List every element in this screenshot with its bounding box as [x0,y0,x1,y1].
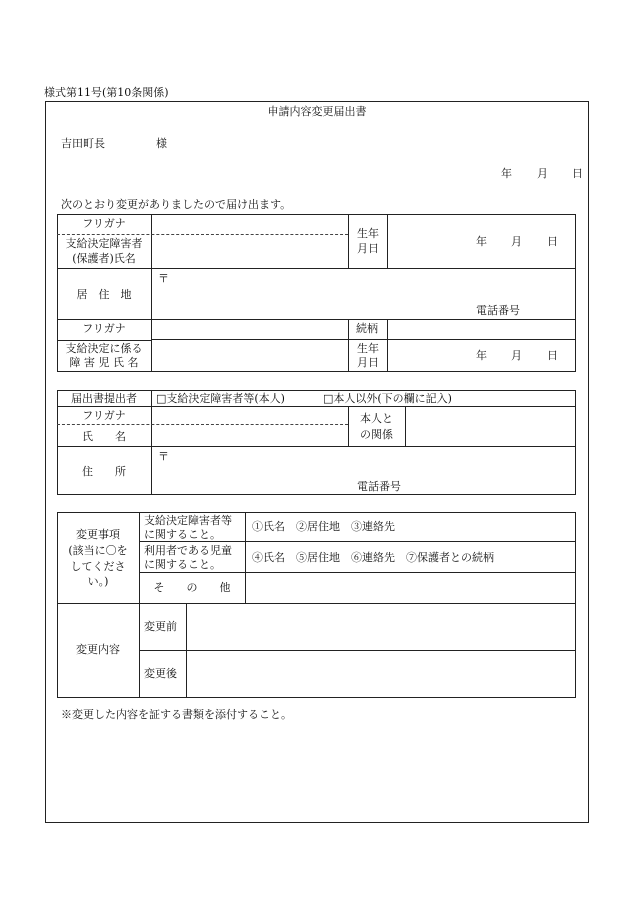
residence-phone-label: 電話番号 [476,304,520,317]
intro-text: 次のとおり変更がありましたので届け出ます。 [61,198,292,211]
child-name-label-1: 支給決定に係る [65,342,143,355]
child-name-label-2: 障 害 児 氏 名 [69,356,139,369]
change-items-label-2: (該当に〇を [68,544,128,557]
change-items-label-4: い。) [87,575,109,588]
relation-label: 続柄 [356,322,378,335]
child-birth-label-2: 月日 [357,356,379,369]
date-year: 年 [501,167,512,180]
submitter-option-self[interactable]: □支給決定障害者等(本人) [156,392,285,405]
change-items-label-3: してくださ [70,560,126,573]
row1-options[interactable]: ①氏名 ②居住地 ③連絡先 [252,520,395,533]
form-title: 申請内容変更届出書 [267,105,367,118]
row1-label-2: に関すること。 [144,528,221,541]
recipient-name-label-2: (保護者)氏名 [72,252,136,265]
submitter-postal-mark: 〒 [158,450,169,463]
birth-label-2: 月日 [357,242,379,255]
residence-postal-mark: 〒 [158,272,169,285]
addressee-mayor: 吉田町長 [61,137,105,150]
submitter-label: 届出書提出者 [71,392,137,405]
date-month: 月 [537,167,548,180]
child-birth-label-1: 生年 [357,342,379,355]
submitter-phone-label: 電話番号 [357,480,401,493]
relationship-label-1: 本人と [360,412,393,425]
child-birth-day: 日 [547,349,558,362]
child-furigana-label: フリガナ [82,322,126,335]
child-birth-year: 年 [476,349,487,362]
submitter-address-label: 住 所 [82,465,126,478]
row2-label-1: 利用者である児童 [144,544,232,557]
form-number: 様式第11号(第10条関係) [44,86,169,99]
child-birth-month: 月 [511,349,522,362]
birth-label-1: 生年 [357,227,379,240]
attachment-note: ※変更した内容を証する書類を添付すること。 [61,708,292,721]
change-items-label-1: 変更事項 [76,528,120,541]
row2-label-2: に関すること。 [144,558,221,571]
submitter-option-other[interactable]: □本人以外(下の欄に記入) [323,392,452,405]
birth-day: 日 [547,235,558,248]
recipient-name-label-1: 支給決定障害者 [65,237,143,250]
submitter-furigana-label: フリガナ [82,409,126,422]
submitter-name-label: 氏 名 [82,430,126,443]
before-change-label: 変更前 [144,620,177,633]
row2-options[interactable]: ④氏名 ⑤居住地 ⑥連絡先 ⑦保護者との続柄 [252,551,494,564]
residence-label: 居 住 地 [76,288,132,301]
birth-month: 月 [511,235,522,248]
after-change-label: 変更後 [144,667,177,680]
relationship-label-2: の関係 [360,428,393,441]
birth-year: 年 [476,235,487,248]
row3-other-label: そ の 他 [153,581,231,594]
addressee-honorific: 様 [156,137,167,150]
date-day: 日 [572,167,583,180]
recipient-furigana-label: フリガナ [82,217,126,230]
change-content-label: 変更内容 [76,643,120,656]
row1-label-1: 支給決定障害者等 [144,514,232,527]
